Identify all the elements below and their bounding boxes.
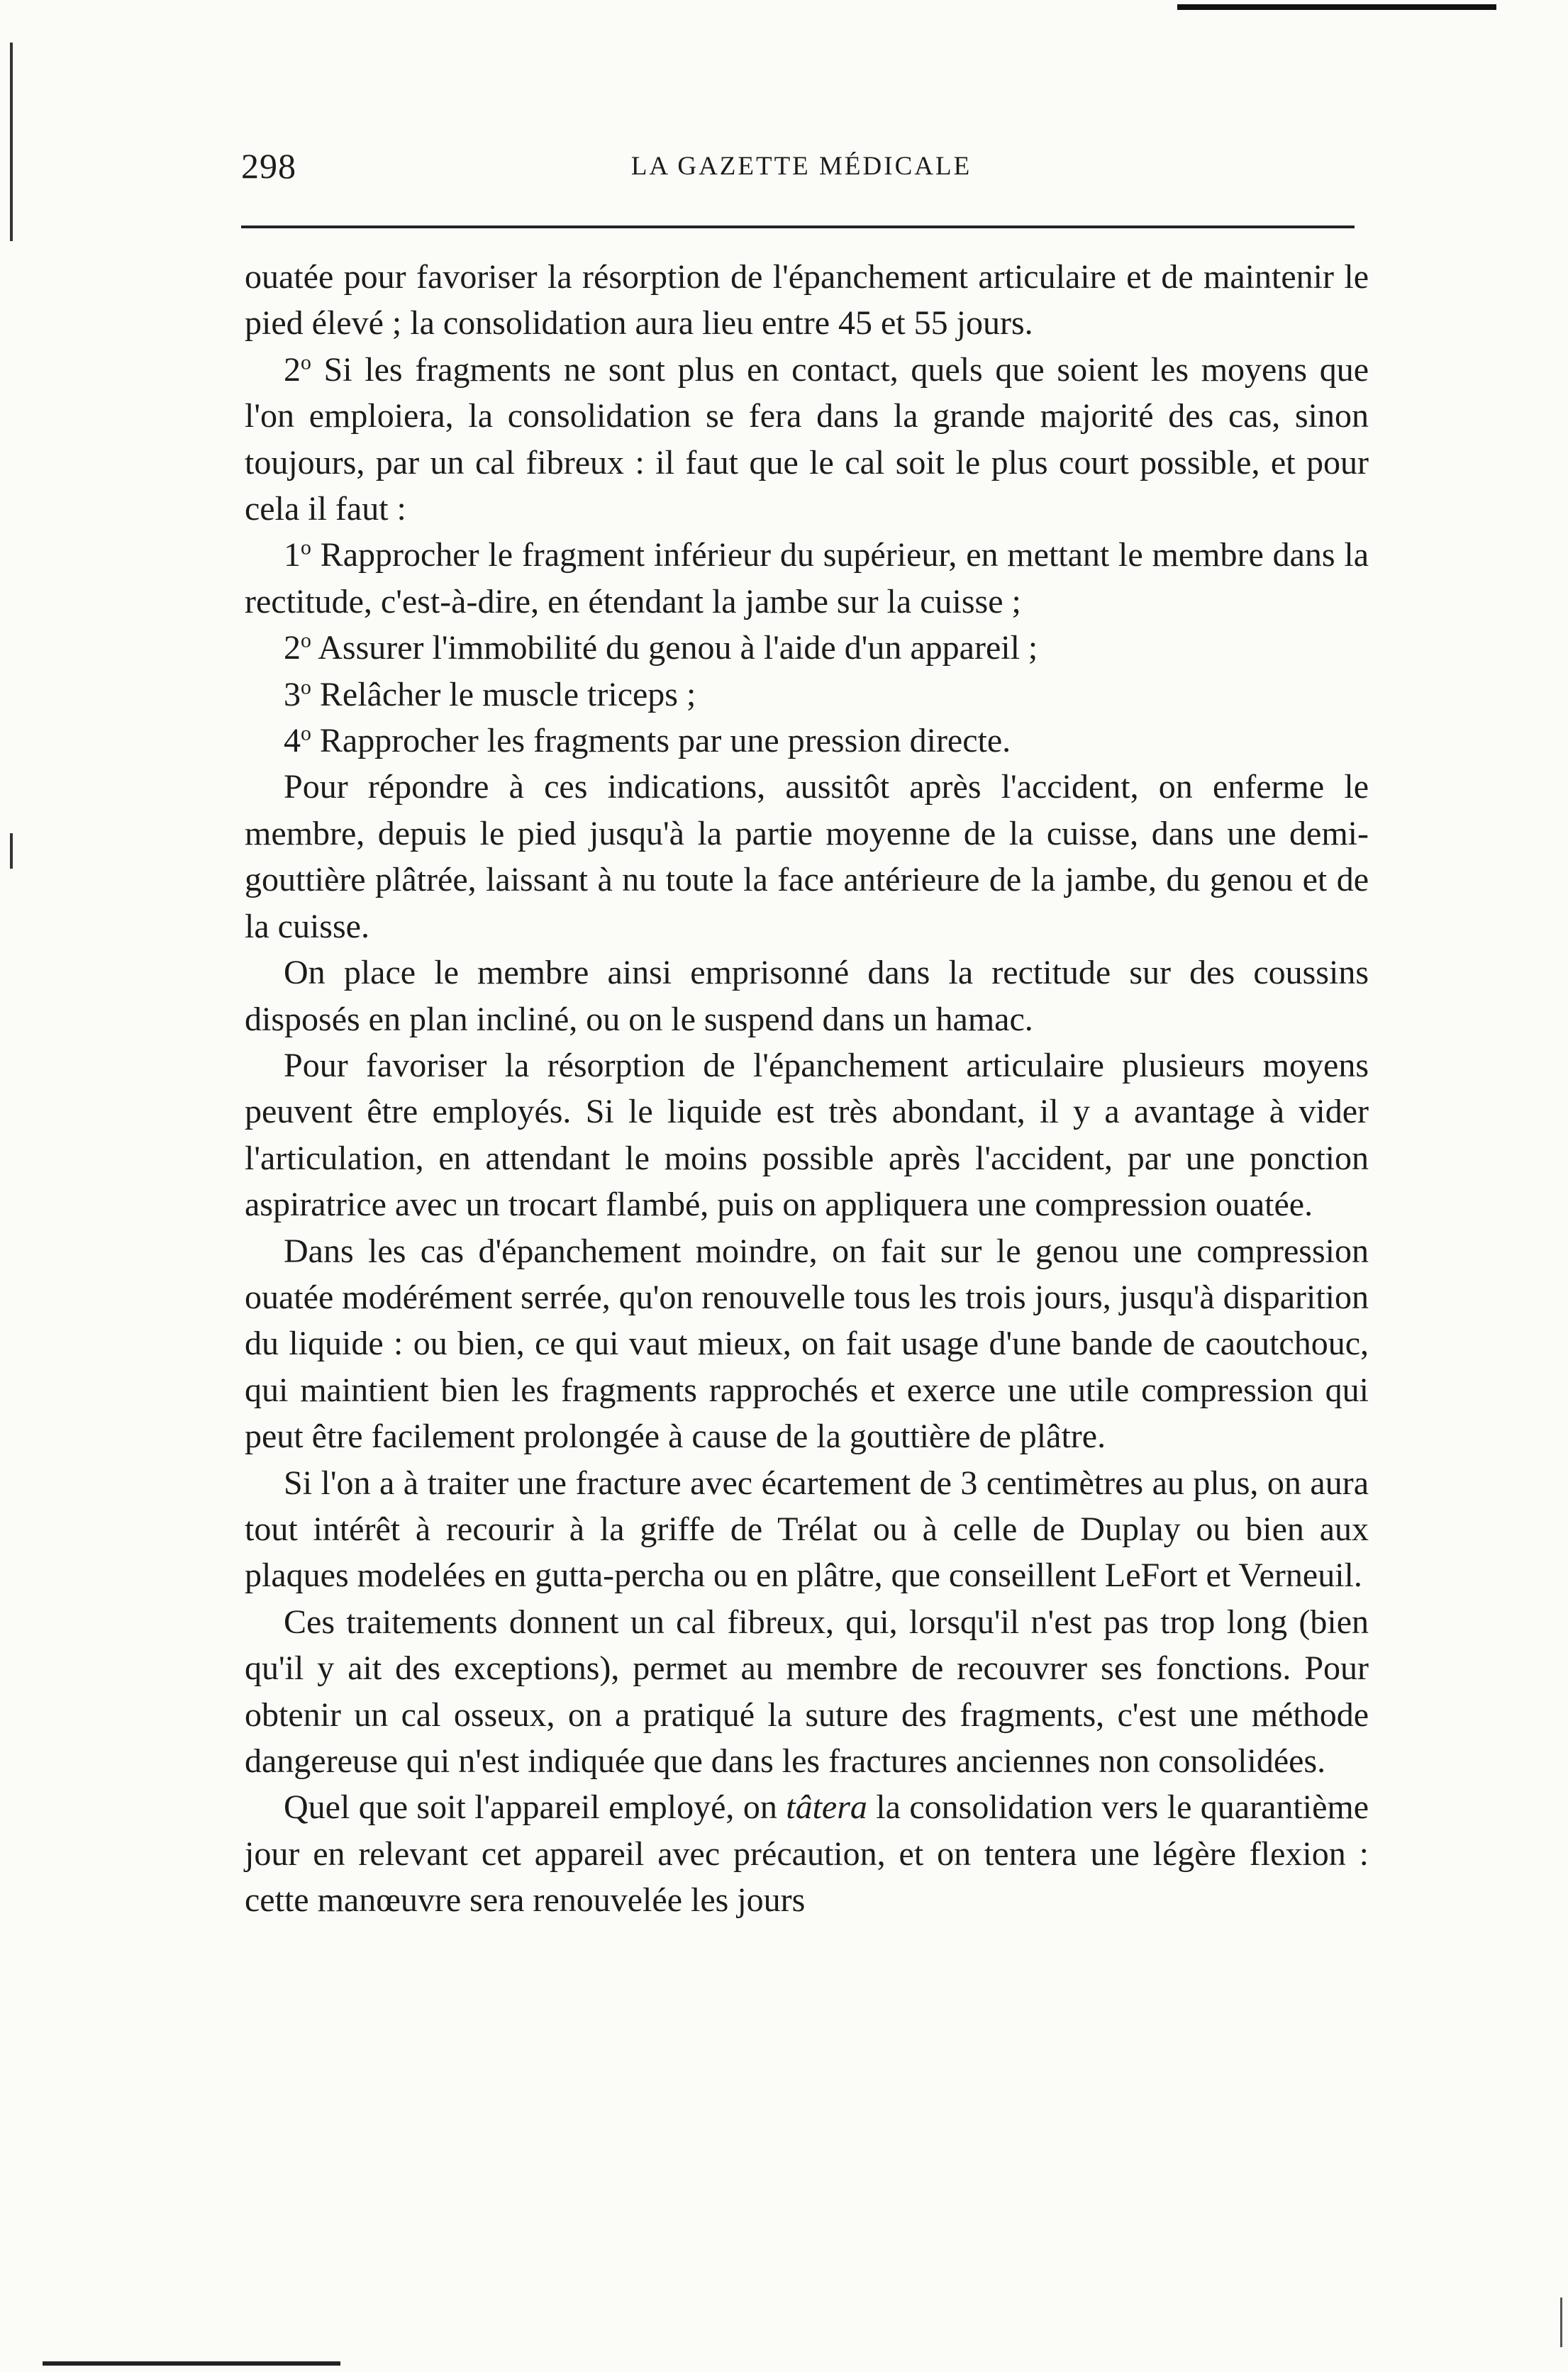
list-item-text: Relâcher le muscle triceps ; — [311, 675, 696, 713]
paragraph-text: la consolidation vers le quarantième jour en relevant cet appareil avec précaution, et on tentera une légère flexion : cette manœuvre sera renouvelée les jours — [245, 1788, 1369, 1920]
list-item-text: Rapprocher le fragment inférieur du supérieur, en mettant le membre dans la rectitude, c'est-à-dire, en étendant la jambe sur la cuisse ; — [245, 536, 1369, 620]
ordinal-degree: o — [301, 675, 311, 699]
list-item-text: Assurer l'immobilité du genou à l'aide d'un appareil ; — [311, 629, 1038, 667]
list-item-text: Rapprocher les fragments par une pression directe. — [311, 722, 1011, 760]
scan-margin-mark — [10, 833, 13, 869]
paragraph — [245, 1784, 1369, 1923]
paragraph: Ces traitements donnent un cal fibreux, qui, lorsqu'il n'est pas trop long (bien qu'il y ait des exceptions), permet au membre de recouvrer ses fonctions. Pour obtenir un cal osseux, on a pratiqué la suture des fragments, c'est une méthode dangereuse qui n'est indiquée que dans les fractures anciennes non consolidées. — [245, 1603, 1369, 1780]
paragraph: ouatée pour favoriser la résorption de l'épanchement articulaire et de maintenir le pied élevé ; la consolidation aura lieu entre 45 et 55 jours. — [245, 258, 1369, 343]
ordinal-number: 3 — [284, 675, 301, 713]
paragraph: On place le membre ainsi emprisonné dans la rectitude sur des coussins disposés en plan incliné, ou on le suspend dans un hamac. — [245, 954, 1369, 1038]
paragraph — [245, 347, 1369, 533]
italic-word: tâtera — [786, 1788, 867, 1827]
paragraph: Pour favoriser la résorption de l'épanchement articulaire plusieurs moyens peuvent être employés. Si le liquide est très abondant, il y a avantage à vider l'articulation, en attendant le moins possible après l'accident, par une ponction aspiratrice avec un trocart flambé, puis on appliquera une compression ouatée. — [245, 1046, 1369, 1224]
list-item — [245, 532, 1369, 625]
ordinal-degree: o — [301, 721, 311, 745]
page-number: 298 — [241, 146, 296, 186]
scan-margin-mark — [10, 43, 13, 241]
running-title: LA GAZETTE MÉDICALE — [630, 152, 972, 181]
paragraph: Dans les cas d'épanchement moindre, on fait sur le genou une compression ouatée modérément serrée, qu'on renouvelle tous les trois jours, jusqu'à disparition du liquide : ou bien, ce qui vaut mieux, on fait usage d'une bande de caoutchouc, qui maintient bien les fragments rapprochés et exerce une utile compression qui peut être facilement prolongée à cause de la gouttière de plâtre. — [245, 1232, 1369, 1456]
ordinal-number: 2 — [284, 629, 301, 667]
ordinal-number: 1 — [284, 536, 301, 574]
scan-edge-rule-bottom — [43, 2361, 340, 2366]
paragraph: Pour répondre à ces indications, aussitôt après l'accident, on enferme le membre, depuis le pied jusqu'à la partie moyenne de la cuisse, dans une demi-gouttière plâtrée, laissant à nu toute la face antérieure de la jambe, du genou et de la cuisse. — [245, 768, 1369, 945]
running-header — [241, 145, 1362, 195]
header-rule — [241, 225, 1355, 228]
ordinal-number: 4 — [284, 722, 301, 760]
ordinal-degree: o — [301, 628, 311, 652]
ordinal-degree: o — [301, 536, 311, 560]
ordinal-number: 2 — [284, 350, 301, 389]
list-item — [245, 625, 1369, 671]
list-item — [245, 672, 1369, 718]
list-item — [245, 718, 1369, 764]
paragraph: Si l'on a à traiter une fracture avec écartement de 3 centimètres au plus, on aura tout intérêt à recourir à la griffe de Trélat ou à celle de Duplay ou bien aux plaques modelées en gutta-percha ou en plâtre, que conseillent LeFort et Verneuil. — [245, 1464, 1369, 1595]
paragraph-text: Si les fragments ne sont plus en contact, quels que soient les moyens que l'on emploiera, la consolidation se fera dans la grande majorité des cas, sinon toujours, par un cal fibreux : il faut que le cal soit le plus court possible, et pour cela il faut : — [245, 350, 1369, 528]
body-text — [245, 254, 1369, 1924]
scan-margin-mark — [1560, 2298, 1562, 2347]
paragraph-text: Quel que soit l'appareil employé, on — [284, 1788, 786, 1827]
scan-edge-rule-top — [1177, 4, 1496, 10]
ordinal-degree: o — [301, 350, 311, 374]
